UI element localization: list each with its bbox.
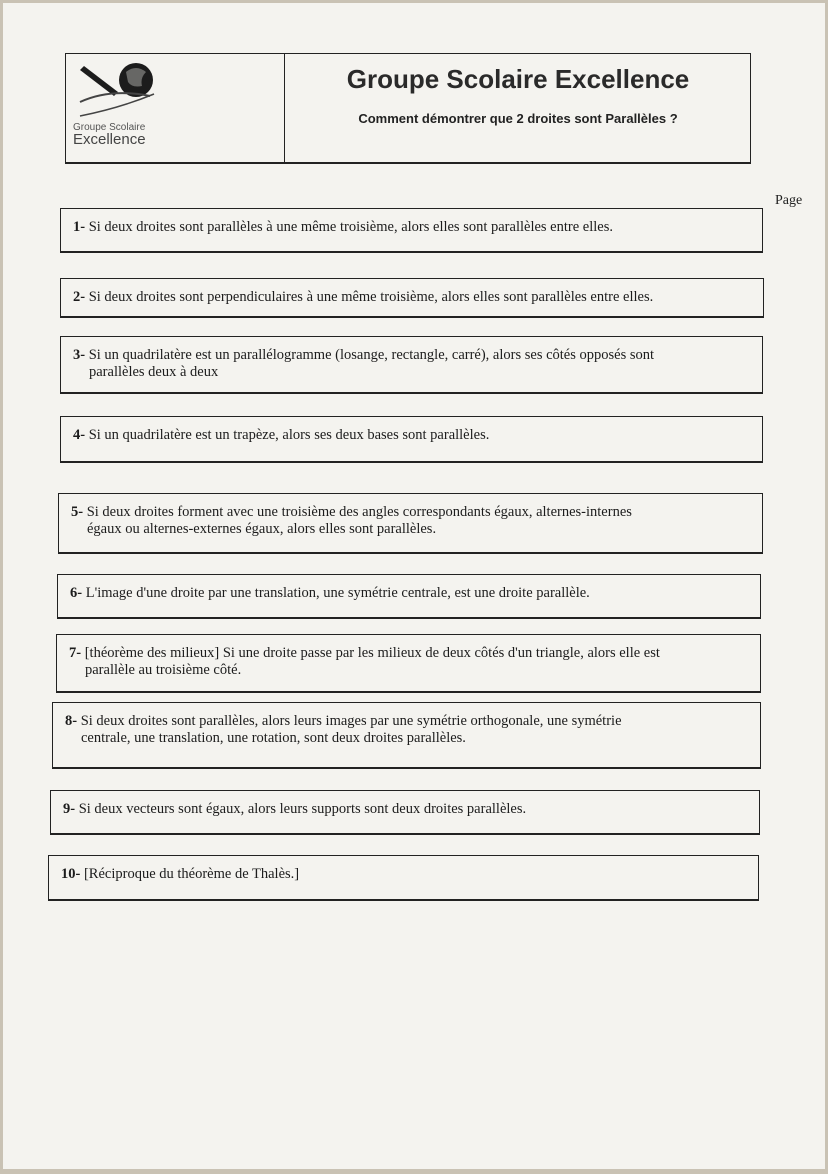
rule-box-4 xyxy=(60,416,763,463)
rule-text: Si deux droites sont perpendiculaires à une même troisième, alors elles sont parallèles entre elles. xyxy=(88,289,654,305)
globe-pen-icon xyxy=(70,58,170,122)
rule-number: 6- xyxy=(70,585,83,601)
school-logo xyxy=(70,58,190,158)
page-subtitle: Comment démontrer que 2 droites sont Parallèles ? xyxy=(358,111,678,126)
rule-number: 8- xyxy=(65,713,78,729)
rule-number: 5- xyxy=(71,504,84,520)
document-page xyxy=(3,3,825,1169)
rule-box-3 xyxy=(60,336,763,394)
rule-text: [Réciproque du théorème de Thalès.] xyxy=(83,866,300,882)
rule-text: Si deux droites sont parallèles, alors leurs images par une symétrie orthogonale, une symétrie xyxy=(80,713,622,729)
rule-text: Si deux droites sont parallèles à une même troisième, alors elles sont parallèles entre elles. xyxy=(88,219,613,235)
rule-number: 1- xyxy=(73,219,86,235)
rule-box-2 xyxy=(60,278,764,318)
rule-number: 2- xyxy=(73,289,86,305)
rule-text-continued: centrale, une translation, une rotation, sont deux droites parallèles. xyxy=(81,730,466,746)
rule-box-10 xyxy=(48,855,759,901)
rule-number: 9- xyxy=(63,801,76,817)
rule-number: 7- xyxy=(69,645,82,661)
rule-text-continued: parallèle au troisième côté. xyxy=(85,662,242,678)
rule-number: 3- xyxy=(73,347,86,363)
rule-text: [théorème des milieux] Si une droite passe par les milieux de deux côtés d'un triangle, alors elle est xyxy=(84,645,660,661)
rule-number: 4- xyxy=(73,427,86,443)
rule-text: Si deux droites forment avec une troisième des angles correspondants égaux, alternes-internes xyxy=(86,504,632,520)
logo-text-line2: Excellence xyxy=(73,131,146,148)
page-label: Page xyxy=(775,193,803,208)
rule-number: 10- xyxy=(61,866,81,882)
rule-box-7 xyxy=(56,634,761,693)
rule-text: Si un quadrilatère est un trapèze, alors ses deux bases sont parallèles. xyxy=(88,427,490,443)
rule-text: L'image d'une droite par une translation, une symétrie centrale, est une droite parallèle. xyxy=(85,585,590,601)
rule-text-continued: parallèles deux à deux xyxy=(89,364,219,380)
header-divider xyxy=(284,54,285,162)
rule-box-9 xyxy=(50,790,760,835)
header-box xyxy=(65,53,751,164)
rule-text: Si un quadrilatère est un parallélogramme (losange, rectangle, carré), alors ses côtés opposés sont xyxy=(88,347,655,363)
rule-box-8 xyxy=(52,702,761,769)
page-title: Groupe Scolaire Excellence xyxy=(346,64,690,94)
rule-box-1 xyxy=(60,208,763,253)
logo-text-line1: Groupe Scolaire xyxy=(73,122,146,133)
rule-text: Si deux vecteurs sont égaux, alors leurs supports sont deux droites parallèles. xyxy=(78,801,527,817)
rule-box-5 xyxy=(58,493,763,554)
rule-box-6 xyxy=(57,574,761,619)
rule-text-continued: égaux ou alternes-externes égaux, alors elles sont parallèles. xyxy=(87,521,437,537)
